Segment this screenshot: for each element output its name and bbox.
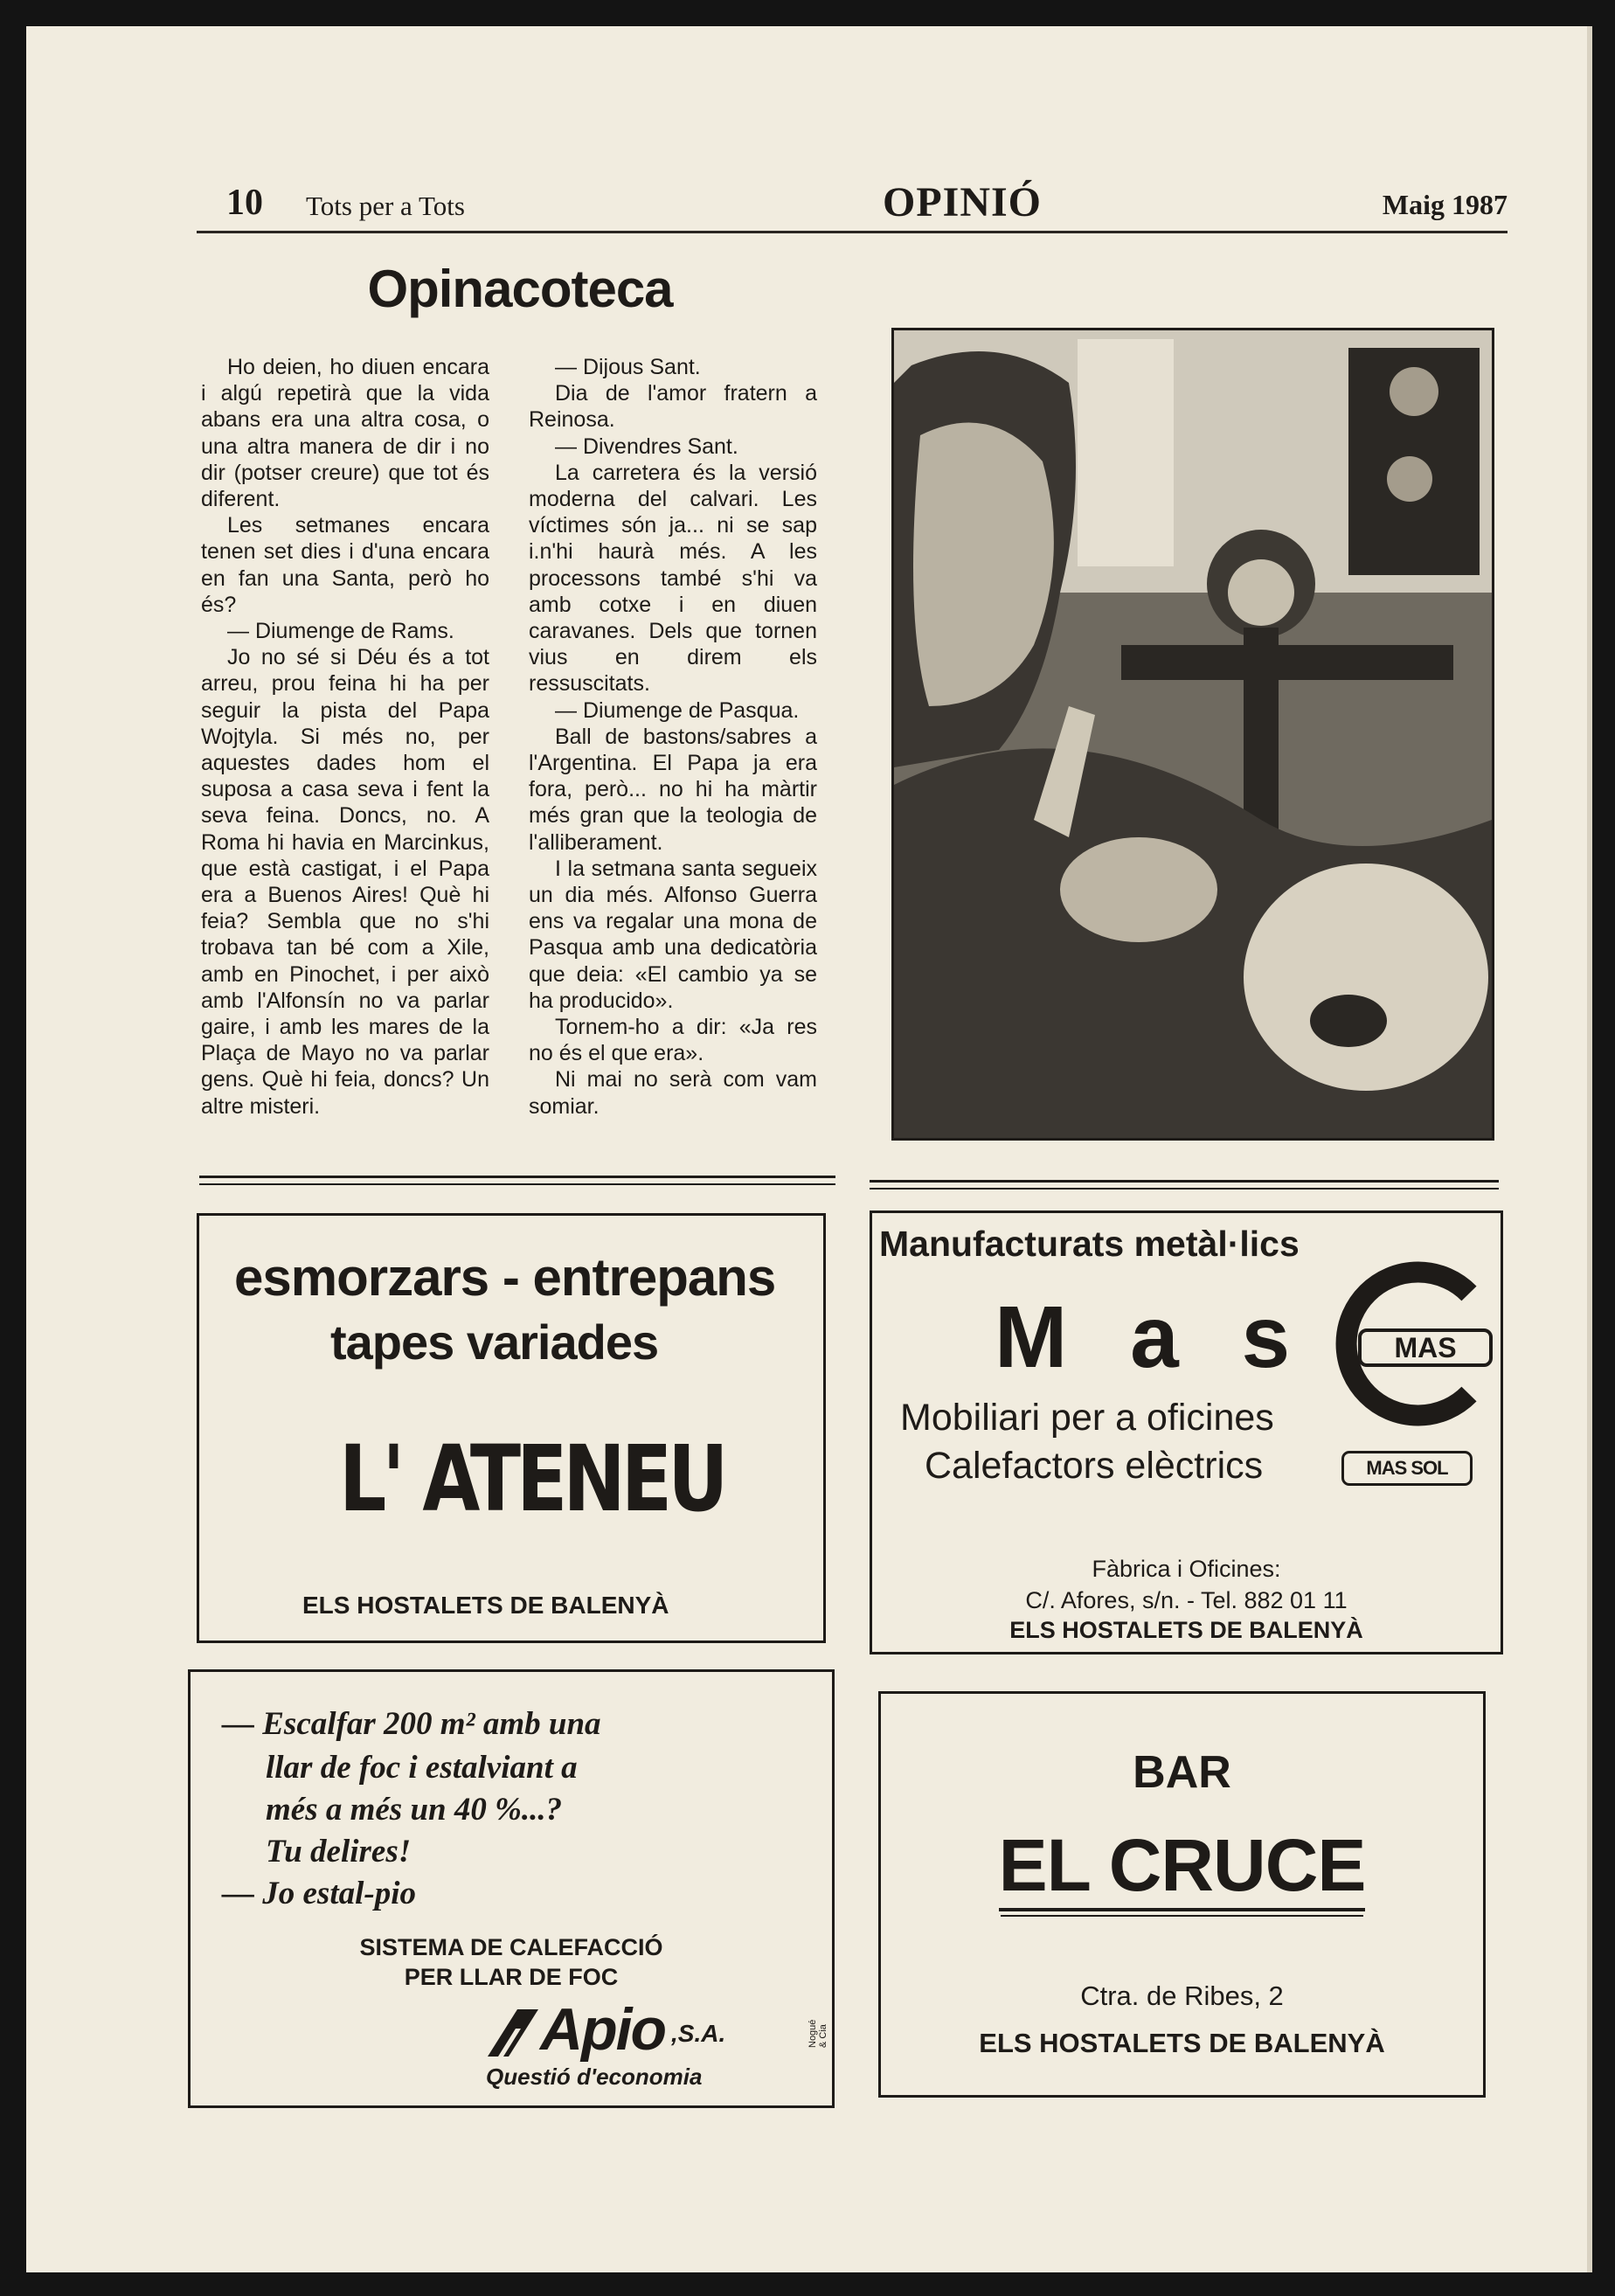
article-column-2: [529, 354, 817, 1120]
apio-suffix: ,S.A.: [671, 2020, 726, 2047]
ad-location: ELS HOSTALETS DE BALENYÀ: [1009, 1617, 1363, 1643]
separator-left: [199, 1176, 835, 1185]
section-title: OPINIÓ: [883, 179, 1043, 225]
article-column-1: [201, 354, 489, 1120]
paragraph: Tornem-ho a dir: «Ja res no és el que era».: [529, 1015, 817, 1066]
apio-tagline: Questió d'economia: [486, 2064, 703, 2090]
ad-brand-wrap: [881, 1823, 1483, 1908]
separator-right: [870, 1180, 1499, 1190]
paragraph: Ball de bastons/sabres a l'Argentina. El Papa ja era fora, però... no hi ha màrtir més gran que la teologia de l'alliberament.: [529, 724, 817, 855]
ad-service-2: Calefactors elèctrics: [925, 1445, 1264, 1487]
photo-collage: [891, 328, 1494, 1141]
issue-date: Maig 1987: [1382, 189, 1508, 220]
ad-bar-el-cruce: [878, 1691, 1486, 2098]
mas-logo-icon: [1325, 1259, 1495, 1429]
paragraph: Jo no sé si Déu és a tot arreu, prou feina hi ha per seguir la pista del Papa Wojtyla. Si més no, per aquestes dades hom el suposa a casa seva i fent la seva feina. Doncs, no. A Roma hi havia en Marcinkus, que està castigat, i el Papa era a Buenos Aires! Què hi feia? Sembla que no s'hi trobava tan bé com a Xile, amb en Pinochet, i per això amb l'Alfonsín no va parlar gaire, i amb les mares de la Plaça de Mayo no va parlar gens. Què hi feia, doncs? Un altre misteri.: [201, 645, 489, 1119]
paragraph: — Dijous Sant.: [555, 355, 701, 379]
collage-image: [894, 330, 1492, 1138]
paragraph: Les setmanes encara tenen set dies i d'una encara en fan una Santa, però ho és?: [201, 513, 489, 617]
agency-credit: Nogué & Cia: [808, 2019, 828, 2048]
publication-name: Tots per a Tots: [306, 191, 465, 221]
ad-copy-line: — Jo estal-pio: [222, 1876, 416, 1911]
ad-service-1: Mobiliari per a oficines: [900, 1397, 1274, 1439]
ad-copy-line: llar de foc i estalviant a: [266, 1750, 578, 1786]
ad-apio: [188, 1669, 835, 2108]
paragraph: Dia de l'amor fratern a Reinosa.: [529, 381, 817, 433]
page-header: [197, 175, 1508, 233]
ad-mas: [870, 1210, 1503, 1654]
page-edge: [1587, 26, 1592, 2272]
ad-copy-line: — Escalfar 200 m² amb una: [222, 1706, 601, 1742]
paragraph: Ni mai no serà com vam somiar.: [529, 1067, 817, 1119]
paragraph: — Diumenge de Pasqua.: [555, 697, 800, 723]
ad-system-line-2: PER LLAR DE FOC: [404, 1964, 619, 1990]
ad-heading: Manufacturats metàl·lics: [879, 1224, 1300, 1264]
ad-location: ELS HOSTALETS DE BALENYÀ: [979, 2028, 1385, 2058]
ad-kicker: BAR: [1133, 1747, 1231, 1798]
article-title: Opinacoteca: [367, 260, 673, 318]
paragraph: I la setmana santa segueix un dia més. Alfonso Guerra ens va regalar una mona de Pasqua amb una dedicatòria que deia: «El cambio ya se ha producido».: [529, 856, 817, 1013]
paragraph: Ho deien, ho diuen encara i algú repetirà que la vida abans era una altra cosa, o una altra manera de dir i no dir (potser creure) que tot és diferent.: [201, 355, 489, 512]
paragraph: — Divendres Sant.: [555, 434, 738, 459]
apio-brand: Apio: [540, 1996, 666, 2063]
ad-system-line-1: SISTEMA DE CALEFACCIÓ: [359, 1934, 663, 1960]
mas-logo-text: MAS: [1394, 1332, 1457, 1363]
paragraph: — Diumenge de Rams.: [227, 619, 454, 644]
ad-headline: esmorzars - entrepans: [234, 1248, 776, 1307]
ad-brand: L' ATENEU: [339, 1425, 724, 1532]
ad-copy-line: Tu delires!: [266, 1834, 412, 1869]
page-number: 10: [226, 183, 263, 223]
ad-address: Ctra. de Ribes, 2: [1080, 1980, 1284, 2011]
ad-brand: M a s: [995, 1288, 1310, 1386]
apio-triangle-icon: [486, 2008, 540, 2058]
ad-footer-label: Fàbrica i Oficines:: [1092, 1556, 1281, 1582]
ad-footer-address: C/. Afores, s/n. - Tel. 882 01 11: [1025, 1587, 1348, 1613]
paragraph: La carretera és la versió moderna del calvari. Les víctimes són ja... ni se sap i.n'hi haurà més. A les processons també s'hi va amb cotxe i en diuen caravanes. Dels que tornen vius en direm els ressuscitats.: [529, 460, 817, 697]
ad-subheadline: tapes variades: [330, 1314, 659, 1370]
ad-lateneu: [197, 1213, 826, 1643]
ad-location: ELS HOSTALETS DE BALENYÀ: [302, 1592, 669, 1619]
ad-copy-line: més a més un 40 %...?: [266, 1792, 563, 1828]
ad-brand: EL CRUCE: [999, 1824, 1366, 1911]
mas-sol-badge: MAS SOL: [1341, 1451, 1473, 1486]
